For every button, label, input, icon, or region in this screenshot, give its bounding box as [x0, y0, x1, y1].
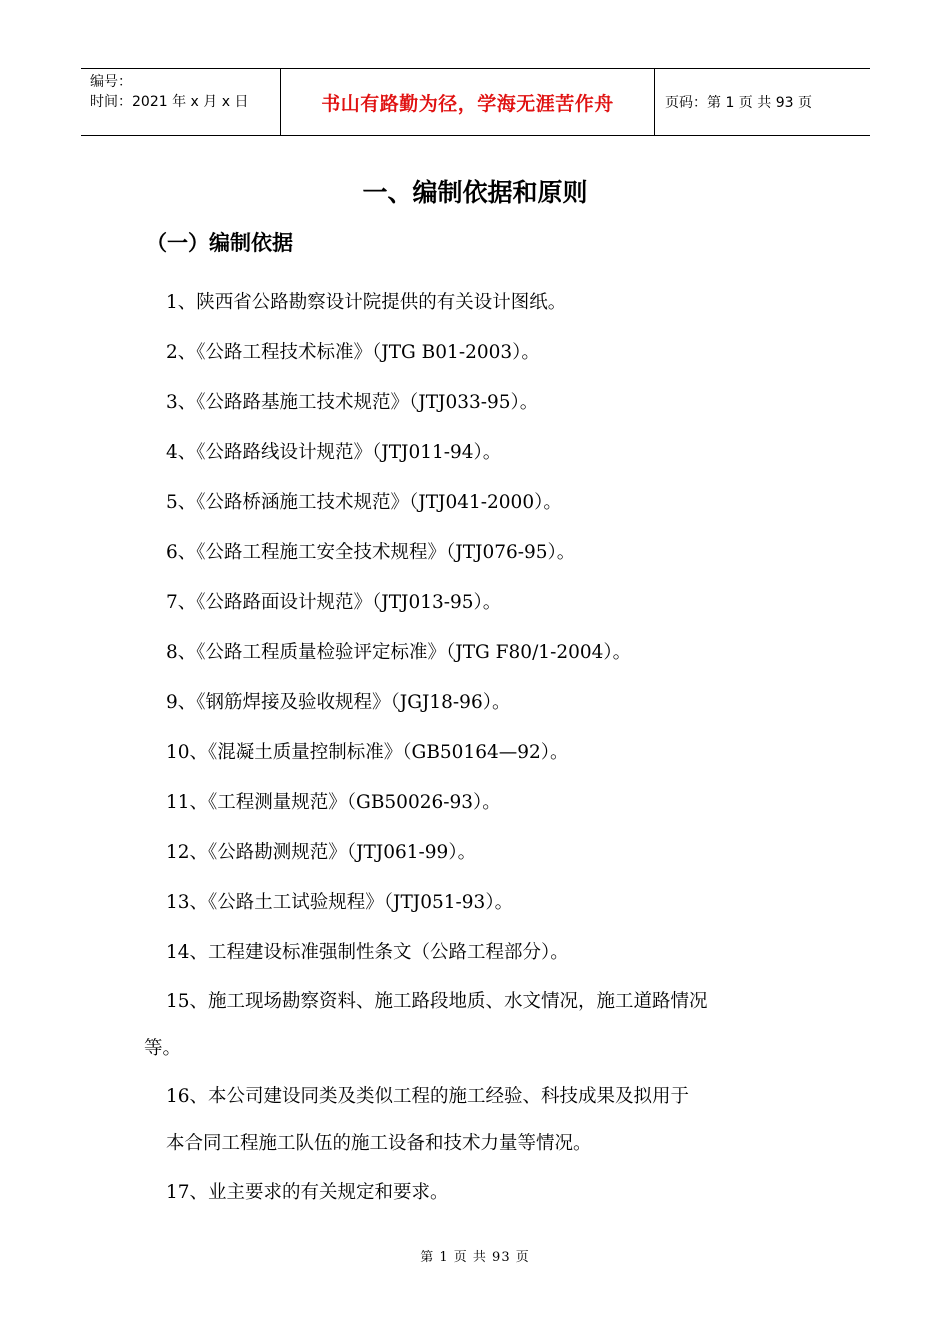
list-item-line: 15、施工现场勘察资料、施工路段地质、水文情况，施工道路情况: [166, 991, 708, 1012]
list-item: 8、《公路工程质量检验评定标准》（JTG F80/1-2004）。: [166, 642, 632, 663]
header-motto: 书山有路勤为径，学海无涯苦作舟: [321, 92, 614, 115]
section-heading: （一）编制依据: [146, 231, 293, 255]
list-item: 14、工程建设标准强制性条文（公路工程部分）。: [166, 942, 569, 963]
document-date: 时间：2021 年 x 月 x 日: [90, 94, 249, 110]
header-meta-cell: [81, 69, 281, 135]
list-item-line: 等。: [144, 1038, 182, 1059]
list-item: 9、《钢筋焊接及验收规程》（JGJ18-96）。: [166, 692, 511, 713]
page-footer: 第 1 页 共 93 页: [420, 1250, 530, 1265]
list-item: 1、陕西省公路勘察设计院提供的有关设计图纸。: [166, 292, 567, 313]
header-page-cell: [655, 69, 870, 135]
list-item-line: 本合同工程施工队伍的施工设备和技术力量等情况。: [166, 1133, 592, 1154]
list-item-line: 16、本公司建设同类及类似工程的施工经验、科技成果及拟用于: [166, 1086, 690, 1107]
page-title: 一、编制依据和原则: [362, 178, 588, 207]
list-item: 10、《混凝土质量控制标准》（GB50164—92）。: [166, 742, 569, 763]
list-item: 5、《公路桥涵施工技术规范》（JTJ041-2000）。: [166, 492, 562, 513]
list-item: 4、《公路路线设计规范》（JTJ011-94）。: [166, 442, 502, 463]
header-page-info: 页码：第 1 页 共 93 页: [665, 95, 812, 111]
list-item: 13、《公路土工试验规程》（JTJ051-93）。: [166, 892, 514, 913]
list-item: [144, 978, 824, 1073]
list-item: 12、《公路勘测规范》（JTJ061-99）。: [166, 842, 477, 863]
header-motto-cell: [281, 69, 655, 135]
list-item: 7、《公路路面设计规范》（JTJ013-95）。: [166, 592, 502, 613]
document-number-label: 编号：: [90, 74, 132, 90]
document-header: [81, 68, 870, 136]
basis-list: [144, 278, 824, 1218]
list-item: 3、《公路路基施工技术规范》（JTJ033-95）。: [166, 392, 539, 413]
list-item: [144, 1073, 824, 1168]
list-item: 11、《工程测量规范》（GB50026-93）。: [166, 792, 501, 813]
list-item: 6、《公路工程施工安全技术规程》（JTJ076-95）。: [166, 542, 576, 563]
list-item: 2、《公路工程技术标准》（JTG B01-2003）。: [166, 342, 540, 363]
list-item: 17、业主要求的有关规定和要求。: [166, 1182, 449, 1203]
